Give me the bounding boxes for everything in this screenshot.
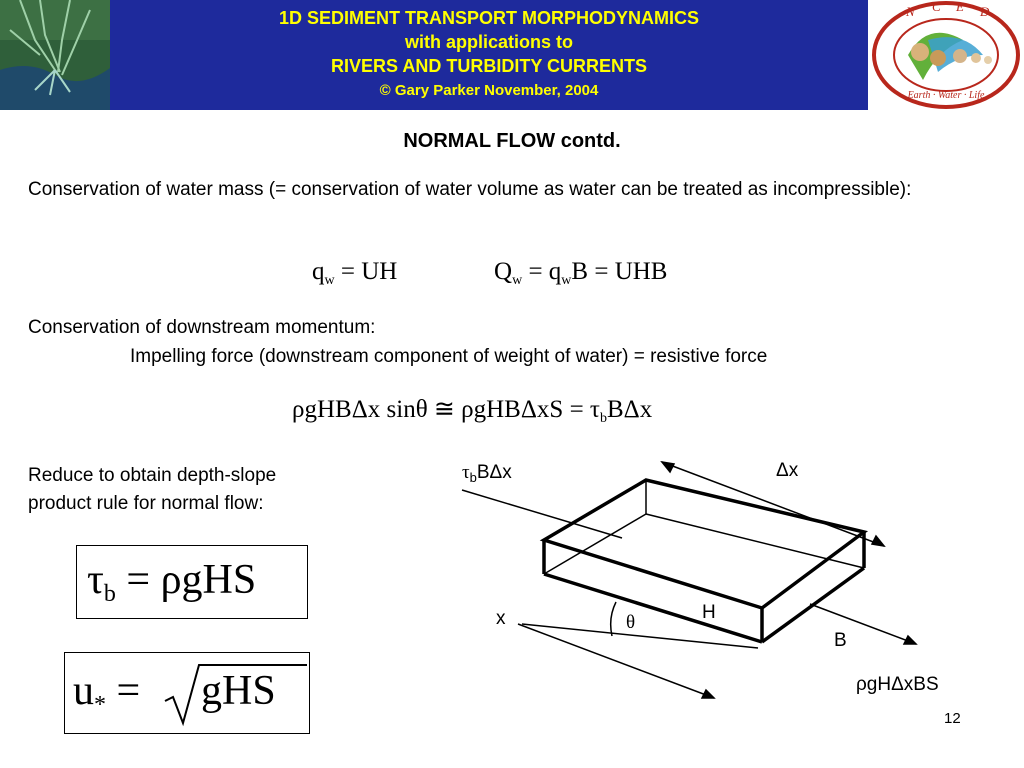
force-balance-text: Impelling force (downstream component of weight of water) = resistive force xyxy=(130,346,768,367)
logo-motto: Earth · Water · Life xyxy=(907,90,985,101)
eq2-lhs: Q xyxy=(494,258,513,285)
shear-force-label xyxy=(462,462,512,485)
page-number: 12 xyxy=(944,710,961,727)
eq2-rhs: B = UHB xyxy=(571,258,668,285)
course-title-line1: 1D SEDIMENT TRANSPORT MORPHODYNAMICS xyxy=(278,8,700,28)
slide-heading: NORMAL FLOW contd. xyxy=(403,130,621,152)
eq3-sub: b xyxy=(599,411,607,426)
water-mass-text: Conservation of water mass (= conservation of water volume as water can be treated as incompressible): xyxy=(28,179,912,200)
box1-lhs-sub: b xyxy=(103,581,116,607)
logo-letter-c: C xyxy=(932,0,941,14)
momentum-text: Conservation of downstream momentum: xyxy=(28,317,376,338)
depth-slope-product-box xyxy=(76,545,308,619)
logo-letter-e: E xyxy=(956,0,964,14)
eq3-part2: BΔx xyxy=(606,396,653,423)
shear-rest: BΔx xyxy=(476,462,512,483)
eq2-lhs-sub: w xyxy=(512,273,523,288)
shear-velocity-equation xyxy=(73,667,140,719)
reduce-text-line2: product rule for normal flow: xyxy=(28,493,264,514)
x-axis-label: x xyxy=(496,608,506,629)
depth-slope-product-equation xyxy=(87,556,256,608)
shear-velocity-box xyxy=(64,652,310,734)
copyright-text: © Gary Parker November, 2004 xyxy=(379,82,599,99)
width-b-label: B xyxy=(834,630,847,651)
title-banner xyxy=(110,0,868,110)
equation-momentum-balance xyxy=(292,394,652,427)
theta-label: θ xyxy=(626,612,636,633)
eq2-mid: = q xyxy=(528,258,562,285)
reduce-text-line1: Reduce to obtain depth-slope xyxy=(28,465,277,486)
equation-unit-discharge xyxy=(312,258,397,289)
box1-lhs: τ xyxy=(87,557,104,603)
eq1-rhs: = UH xyxy=(340,258,398,285)
box2-eq: = xyxy=(116,668,141,714)
box1-rhs: = ρgHS xyxy=(126,557,257,603)
eq3-part1: ρgHBΔx sinθ ≅ ρgHBΔxS = τ xyxy=(292,396,600,423)
equation-total-discharge xyxy=(494,258,667,289)
shear-tau-sub: b xyxy=(469,470,477,485)
dx-label: Δx xyxy=(776,460,799,481)
course-title-line2: with applications to xyxy=(404,32,573,52)
shear-tau: τ xyxy=(462,462,470,483)
box2-lhs: u xyxy=(73,668,94,714)
eq1-lhs-sub: w xyxy=(324,273,335,288)
nced-logo xyxy=(868,0,1024,110)
radicand: gHS xyxy=(201,668,276,714)
eq2-mid-sub: w xyxy=(561,273,572,288)
delta-satellite-image xyxy=(0,0,110,110)
logo-letter-d: D xyxy=(980,4,990,19)
eq1-lhs: q xyxy=(312,258,325,285)
course-title-line3: RIVERS AND TURBIDITY CURRENTS xyxy=(330,56,648,76)
logo-letter-n: N xyxy=(906,4,915,19)
depth-h-label: H xyxy=(702,602,716,623)
weight-component-label: ρgHΔxBS xyxy=(856,674,939,695)
box2-lhs-sub: * xyxy=(94,692,106,718)
